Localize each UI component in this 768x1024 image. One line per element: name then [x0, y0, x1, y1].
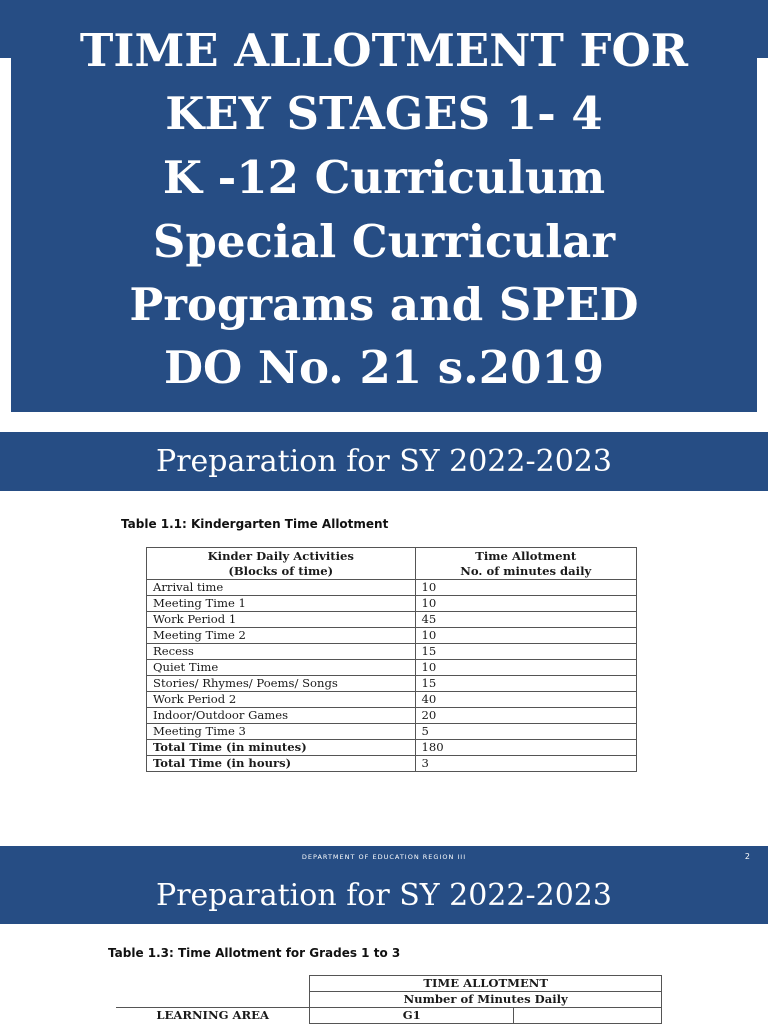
total-minutes-label: Total Time (in minutes) [147, 740, 416, 756]
header-time-line2: No. of minutes daily [460, 563, 592, 578]
total-minutes-row [147, 740, 637, 756]
minutes-cell: 40 [415, 692, 636, 708]
title-line-6: DO No. 21 s.2019 [163, 341, 605, 394]
header-time-allotment: TIME ALLOTMENT [310, 976, 662, 992]
minutes-cell: 10 [415, 580, 636, 596]
table-row [147, 596, 637, 612]
page-number: 2 [744, 852, 750, 861]
header-learning-area: LEARNING AREA [116, 1008, 310, 1024]
activity-cell: Meeting Time 3 [147, 724, 416, 740]
activity-cell: Recess [147, 644, 416, 660]
activity-cell: Arrival time [147, 580, 416, 596]
header-minutes-daily: Number of Minutes Daily [310, 992, 662, 1008]
footer-band [0, 846, 768, 868]
header-activities-line2: (Blocks of time) [228, 563, 334, 578]
title-line-1: TIME ALLOTMENT FOR [79, 24, 689, 77]
activity-cell: Quiet Time [147, 660, 416, 676]
minutes-cell: 10 [415, 596, 636, 612]
table-caption-2: Table 1.3: Time Allotment for Grades 1 to 3 [108, 946, 401, 960]
total-minutes-value: 180 [415, 740, 636, 756]
grades-header-blank-2 [116, 992, 310, 1008]
grades-header-row-1 [116, 976, 662, 992]
table-row [147, 644, 637, 660]
activity-cell: Meeting Time 2 [147, 628, 416, 644]
grades-header-blank [116, 976, 310, 992]
table-row [147, 708, 637, 724]
subtitle-band-2: Preparation for SY 2022-2023 [0, 868, 768, 924]
title-line-2: KEY STAGES 1- 4 [165, 87, 603, 140]
title-line-3: K -12 Curriculum [162, 151, 606, 204]
title-line-4: Special Curricular [152, 215, 616, 268]
subtitle-band: Preparation for SY 2022-2023 [0, 433, 768, 491]
kindergarten-table [146, 547, 637, 772]
minutes-cell: 5 [415, 724, 636, 740]
activity-cell: Work Period 2 [147, 692, 416, 708]
activity-cell: Indoor/Outdoor Games [147, 708, 416, 724]
total-hours-row [147, 756, 637, 772]
table-row [147, 628, 637, 644]
header-time [415, 548, 636, 580]
footer-text: DEPARTMENT OF EDUCATION REGION III [301, 853, 467, 861]
activity-cell: Work Period 1 [147, 612, 416, 628]
table-row [147, 692, 637, 708]
table-row [147, 676, 637, 692]
minutes-cell: 20 [415, 708, 636, 724]
table-caption: Table 1.1: Kindergarten Time Allotment [121, 517, 389, 531]
table-row [147, 724, 637, 740]
activity-cell: Stories/ Rhymes/ Poems/ Songs [147, 676, 416, 692]
title-line-5: Programs and SPED [129, 278, 639, 331]
total-hours-value: 3 [415, 756, 636, 772]
table-row [147, 580, 637, 596]
activity-cell: Meeting Time 1 [147, 596, 416, 612]
grades-header-row-2 [116, 992, 662, 1008]
header-time-line1: Time Allotment [475, 548, 577, 563]
minutes-cell: 45 [415, 612, 636, 628]
grades-header-row-3 [116, 1008, 662, 1024]
slide-gap [0, 412, 768, 433]
table-row [147, 660, 637, 676]
title-slide [0, 0, 768, 412]
minutes-cell: 15 [415, 676, 636, 692]
header-activities-line1: Kinder Daily Activities [207, 548, 354, 563]
minutes-cell: 10 [415, 628, 636, 644]
header-activities [147, 548, 416, 580]
grades-table [116, 975, 662, 1024]
minutes-cell: 15 [415, 644, 636, 660]
table-row [147, 612, 637, 628]
header-grade-1: G1 [310, 1008, 514, 1024]
header-grade-blank [514, 1008, 662, 1024]
minutes-cell: 10 [415, 660, 636, 676]
total-hours-label: Total Time (in hours) [147, 756, 416, 772]
table-header-row [147, 548, 637, 580]
